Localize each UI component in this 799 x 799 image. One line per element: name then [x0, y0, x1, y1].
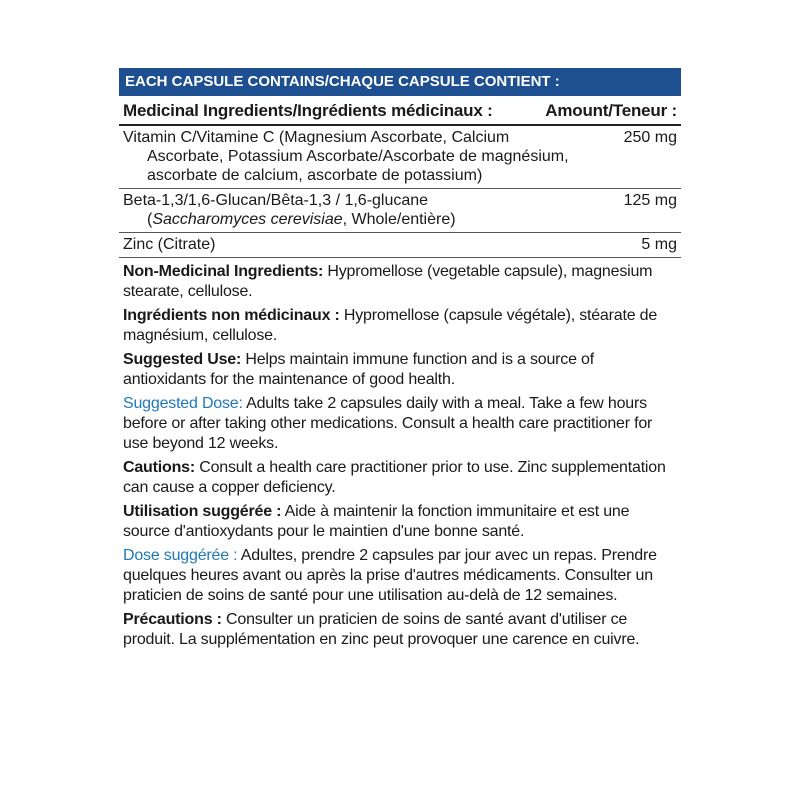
contents-header: EACH CAPSULE CONTAINS/CHAQUE CAPSULE CONTIENT : — [119, 68, 681, 96]
ingredient-amount: 125 mg — [623, 192, 677, 209]
ingredient-name: Beta-1,3/1,6-Glucan/Bêta-1,3 / 1,6-glucane (Saccharomyces cerevisiae, Whole/entière) — [123, 192, 456, 228]
ingredient-row-beta-glucan — [119, 189, 681, 233]
amount-column-header: Amount/Teneur : — [545, 101, 677, 120]
ingredient-name: Vitamin C/Vitamine C (Magnesium Ascorbate, Calcium Ascorbate, Potassium Ascorbate/Ascorbate de magnésium, ascorbate de calcium, ascorbate de potassium) — [123, 129, 569, 184]
ingredient-amount: 5 mg — [641, 236, 677, 253]
precautions: Précautions : Consulter un praticien de soins de santé avant d'utiliser ce produit. La supplémentation en zinc peut provoquer une carence en cuivre. — [123, 611, 640, 648]
supplement-facts-panel — [119, 68, 681, 650]
ingredients-non-medicinaux: Ingrédients non médicinaux : Hypromellose (capsule végétale), stéarate de magnésium, cellulose. — [123, 307, 658, 344]
ingredient-row-vitamin-c — [119, 126, 681, 189]
column-headers — [119, 96, 681, 126]
suggested-use: Suggested Use: Helps maintain immune function and is a source of antioxidants for the maintenance of good health. — [123, 351, 594, 388]
non-medicinal-ingredients: Non-Medicinal Ingredients: Hypromellose (vegetable capsule), magnesium stearate, cellulose. — [123, 263, 653, 300]
ingredient-amount: 250 mg — [623, 129, 677, 146]
ingredient-name: Zinc (Citrate) — [123, 236, 216, 253]
utilisation-suggeree: Utilisation suggérée : Aide à maintenir la fonction immunitaire et est une source d'antioxydants pour le maintien d'une bonne santé. — [123, 503, 630, 540]
ingredients-column-header: Medicinal Ingredients/Ingrédients médicinaux : — [123, 101, 493, 120]
dose-suggeree: Dose suggérée : Adultes, prendre 2 capsules par jour avec un repas. Prendre quelques heures avant ou après la prise d'autres médicaments. Consulter un praticien de soins de santé pour une utilisation au-delà de 12 semaines. — [123, 547, 657, 604]
suggested-dose: Suggested Dose: Adults take 2 capsules daily with a meal. Take a few hours before or after taking other medications. Consult a health care practitioner for use beyond 12 weeks. — [123, 395, 653, 452]
cautions: Cautions: Consult a health care practitioner prior to use. Zinc supplementation can cause a copper deficiency. — [123, 459, 666, 496]
ingredient-row-zinc — [119, 233, 681, 258]
